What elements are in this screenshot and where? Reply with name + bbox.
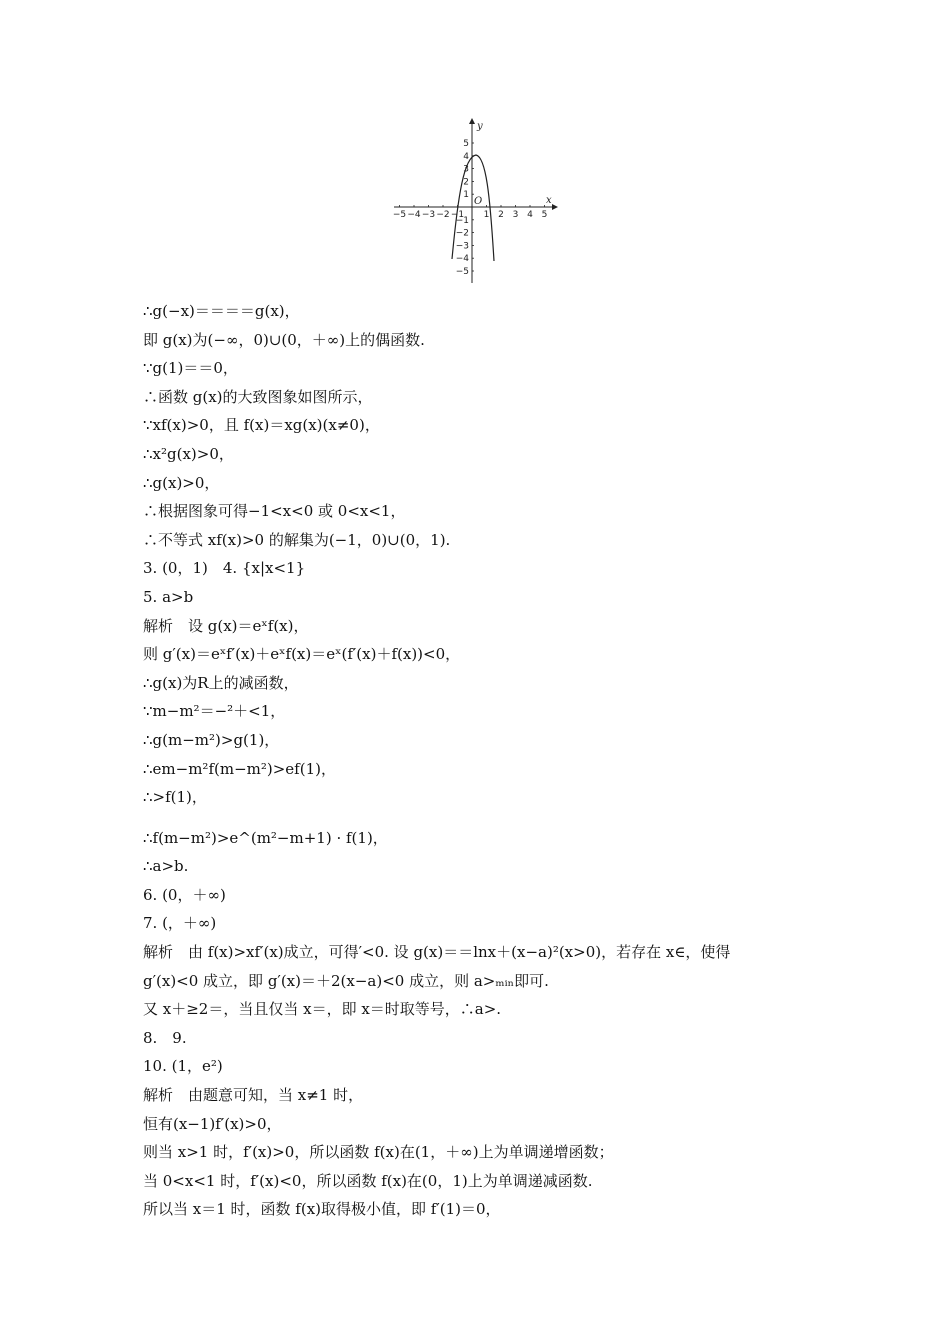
text-line: 解析 由题意可知，当 x≠1 时， <box>143 1086 364 1105</box>
y-tick-label: −3 <box>455 241 469 252</box>
text-line: 即 g(x)为(−∞，0)∪(0，＋∞)上的偶函数. <box>143 330 425 349</box>
x-tick-label: −1 <box>450 210 465 220</box>
text-line: ∴g(x)>0， <box>143 473 220 492</box>
text-line: 8. 9. <box>143 1028 187 1047</box>
x-tick-label: 3 <box>512 210 519 220</box>
y-tick-label: −1 <box>455 215 469 226</box>
x-tick-label: 5 <box>541 210 548 220</box>
x-tick-label: 4 <box>527 210 533 220</box>
text-line: ∴函数 g(x)的大致图象如图所示， <box>143 387 373 406</box>
text-line: 所以当 x＝1 时，函数 f(x)取得极小值，即 f′(1)＝0， <box>143 1200 501 1219</box>
y-tick-label: 3 <box>463 164 469 175</box>
y-tick-label: 1 <box>463 190 469 201</box>
text-line: ∴a>b. <box>143 857 189 876</box>
x-tick-label: −2 <box>436 210 450 220</box>
y-tick-label: 4 <box>463 151 469 162</box>
x-tick-label: −5 <box>392 210 407 220</box>
origin-label: O <box>474 196 483 207</box>
text-line: 则 g′(x)＝eˣf′(x)＋eˣf(x)＝eˣ(f′(x)＋f(x))<0， <box>143 645 461 664</box>
text-line: ∴f(m−m²)>e^(m²−m+1) · f(1)， <box>143 828 388 847</box>
text-line: 5. a>b <box>143 587 194 606</box>
text-line: ∴x²g(x)>0， <box>143 444 234 463</box>
y-tick-label: 5 <box>463 139 469 149</box>
text-line: ∴g(x)为R上的减函数， <box>143 673 299 692</box>
text-line: 解析 设 g(x)＝eˣf(x)， <box>143 616 309 635</box>
y-tick-label: −5 <box>455 267 469 277</box>
text-line: ∵xf(x)>0，且 f(x)＝xg(x)(x≠0)， <box>143 416 380 435</box>
text-line: ∴不等式 xf(x)>0 的解集为(−1，0)∪(0，1). <box>143 530 451 549</box>
x-axis-arrow <box>552 204 558 210</box>
text-line: ∴根据图象可得−1<x<0 或 0<x<1， <box>143 502 406 521</box>
text-line: ∴em−m²f(m−m²)>ef(1)， <box>143 759 336 778</box>
y-tick-label: −4 <box>455 254 469 265</box>
text-line: 10. (1，e²) <box>143 1057 223 1076</box>
text-line: ∵m−m²＝−²＋<1， <box>143 702 286 721</box>
text-line: ∴>f(1)， <box>143 788 207 807</box>
x-axis-label: x <box>546 195 552 206</box>
text-line: 当 0<x<1 时，f′(x)<0，所以函数 f(x)在(0，1)上为单调递减函数. <box>143 1171 593 1190</box>
text-line: 又 x＋≥2＝，当且仅当 x＝，即 x＝时取等号，∴a>. <box>143 1000 502 1019</box>
text-line: 则当 x>1 时，f′(x)>0，所以函数 f(x)在(1，＋∞)上为单调递增函数； <box>143 1143 614 1162</box>
text-line: ∴g(−x)＝＝＝＝g(x)， <box>143 302 300 320</box>
solution-text <box>143 297 843 1224</box>
x-tick-label: −4 <box>407 210 421 220</box>
text-line: 恒有(x−1)f′(x)>0， <box>143 1114 282 1133</box>
text-line: g′(x)<0 成立，即 g′(x)＝＋2(x−a)<0 成立，则 a>ₘᵢₙ即可. <box>143 971 549 990</box>
text-line: ∵g(1)＝＝0， <box>143 359 238 378</box>
text-line: 6. (0，＋∞) <box>143 885 226 904</box>
text-line: ∴g(m−m²)>g(1)， <box>143 730 280 749</box>
text-line: 7. (，＋∞) <box>143 914 217 933</box>
line-gap <box>143 812 843 824</box>
x-tick-label: −3 <box>421 210 436 220</box>
text-line: 解析 由 f(x)>xf′(x)成立，可得′<0. 设 g(x)＝＝lnx＋(x−a)²(x>0)，若存在 x∈，使得 <box>143 943 731 962</box>
y-tick-label: 2 <box>463 177 469 188</box>
y-axis-label: y <box>477 121 483 132</box>
x-tick-label: 1 <box>483 210 490 220</box>
text-line: 3. (0，1) 4. {x|x<1} <box>143 559 306 578</box>
y-axis-arrow <box>469 118 475 124</box>
function-graph <box>388 115 568 287</box>
y-tick-label: −2 <box>455 228 469 239</box>
x-tick-label: 2 <box>498 210 504 220</box>
